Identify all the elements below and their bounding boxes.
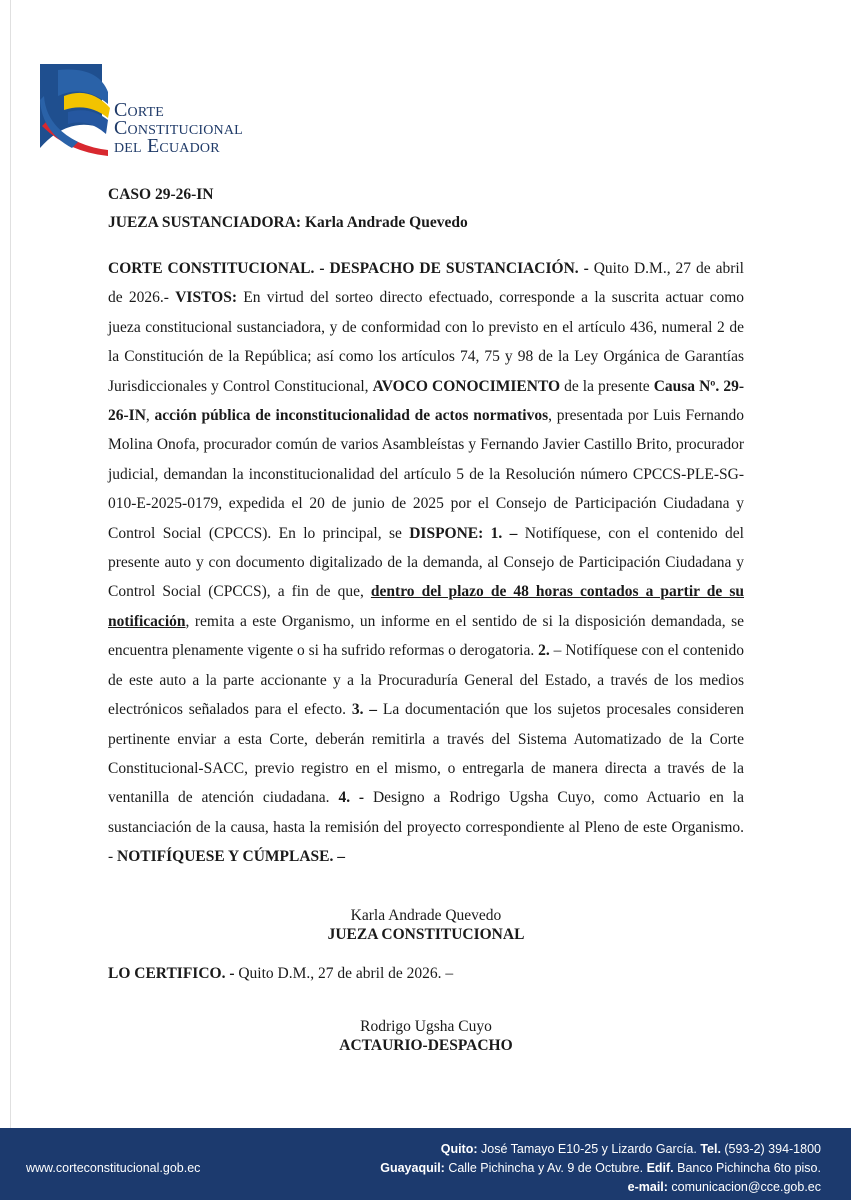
logo-line-2: Constitucional [114, 117, 243, 139]
judge-label: JUEZA SUSTANCIADORA: [108, 214, 302, 231]
certification-text: Quito D.M., 27 de abril de 2026. – [234, 965, 454, 982]
causa-number: Causa Nº. 29-26-IN [108, 377, 744, 425]
body-text-6: , remita a este Organismo, un informe en el sentido de si la disposición demandada, se encuentra plenamente vigente o si ha sufrido reformas o derogatoria. [108, 612, 744, 660]
logo-line-3: del Ecuador [114, 135, 220, 157]
guayaquil-label: Guayaquil: [380, 1161, 445, 1175]
signature-clerk [108, 1017, 744, 1055]
body-text-2: de la presente [560, 377, 654, 395]
dispone-label: DISPONE: 1. – [409, 524, 518, 542]
footer-bar [0, 1128, 851, 1200]
clerk-name: Rodrigo Ugsha Cuyo [360, 1018, 492, 1035]
signer-role: JUEZA CONSTITUCIONAL [327, 926, 525, 943]
item-4-label: 4. - [338, 789, 365, 807]
quito-label: Quito: [440, 1142, 478, 1156]
footer-address [380, 1140, 821, 1197]
avoco-label: AVOCO CONOCIMIENTO [372, 377, 561, 395]
quito-text: José Tamayo E10-25 y Lizardo García. [477, 1142, 701, 1156]
tel-label: Tel. [700, 1142, 721, 1156]
order-body [108, 254, 744, 872]
clerk-role: ACTAURIO-DESPACHO [339, 1037, 513, 1054]
guayaquil-text: Calle Pichincha y Av. 9 de Octubre. [444, 1161, 647, 1175]
case-number: CASO 29-26-IN [108, 186, 214, 203]
signer-name: Karla Andrade Quevedo [350, 907, 502, 924]
logo-wordmark [114, 101, 243, 155]
item-3-label: 3. – [351, 701, 378, 719]
certification-label: LO CERTIFICO. - [108, 965, 235, 982]
logo-line-1: Corte [114, 99, 165, 121]
quito-address [380, 1140, 821, 1159]
body-text-8: La documentación que los sujetos procesales consideren pertinente enviar a esta Corte, deberán remitirla a través del Sistema Automatizado de la Corte Constitucional-SACC, previo registro en el mismo, o entregarla de manera directa a través de la ventanilla de atención ciudadana. [108, 701, 745, 807]
website-link[interactable]: www.corteconstitucional.gob.ec [26, 1161, 201, 1175]
email-label: e-mail: [627, 1180, 668, 1194]
guayaquil-address [380, 1159, 821, 1178]
email-line [380, 1178, 821, 1197]
body-text-7: – Notifíquese con el contenido de este auto a la parte accionante y a la Procuraduría General del Estado, a través de los medios electrónicos señalados para el efecto. [108, 642, 744, 719]
tel-text: (593-2) 394-1800 [720, 1142, 821, 1156]
item-2-label: 2. [538, 642, 550, 660]
court-heading: CORTE CONSTITUCIONAL. - DESPACHO DE SUSTANCIACIÓN. - [108, 260, 589, 277]
body-text-3: , [145, 407, 155, 425]
edif-text: Banco Pichincha 6to piso. [673, 1161, 821, 1175]
closing-label: NOTIFÍQUESE Y CÚMPLASE. – [117, 848, 345, 866]
court-emblem-icon [38, 56, 118, 160]
edif-label: Edif. [646, 1161, 674, 1175]
signature-judge [108, 906, 744, 944]
certification-line [108, 965, 453, 983]
judge-name: Karla Andrade Quevedo [304, 214, 468, 231]
court-logo [38, 56, 298, 160]
body-text-5: Notifíquese, con el contenido del presente auto y con documento digitalizado de la demanda, al Consejo de Participación Ciudadana y Control Social (CPCCS), a fin de que, [108, 524, 744, 601]
body-text-9: Designo a Rodrigo Ugsha Cuyo, como Actuario en la sustanciación de la causa, hasta la remisión del proyecto correspondiente al Pleno de este Organismo. - [108, 789, 744, 866]
body-text-1: En virtud del sorteo directo efectuado, corresponde a la suscrita actuar como jueza constitucional sustanciadora, y de conformidad con lo previsto en el artículo 436, numeral 2 de la Constitución de la República; así como los artículos 74, 75 y 98 de la Ley Orgánica de Garantías Jurisdiccionales y Control Constitucional, [108, 289, 744, 395]
judge-line [108, 214, 468, 232]
body-text-4: , presentada por Luis Fernando Molina Onofa, procurador común de varios Asambleístas y Fernando Javier Castillo Brito, procurador judicial, demandan la inconstitucionalidad del artículo 5 de la Resolución número CPCCS-PLE-SG-010-E-2025-0179, expedida el 20 de junio de 2025 por el Consejo de Participación Ciudadana y Control Social (CPCCS). En lo principal, se [108, 407, 744, 542]
deadline-text: dentro del plazo de 48 horas contados a partir de su notificación [108, 583, 745, 630]
date-text: Quito D.M., 27 de abril de 2026.- [108, 260, 744, 307]
vistos-label: VISTOS: [175, 289, 237, 307]
page-edge [10, 0, 11, 1200]
action-type: acción pública de inconstitucionalidad de actos normativos [154, 407, 549, 425]
email-link[interactable]: comunicacion@cce.gob.ec [667, 1180, 821, 1194]
